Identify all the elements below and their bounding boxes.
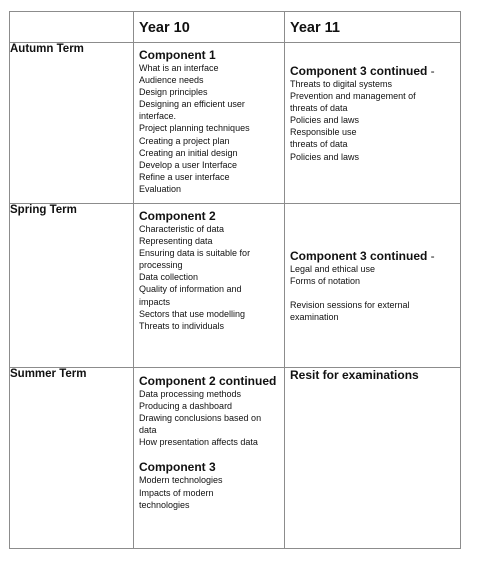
- topic-item: Design principles: [139, 87, 208, 98]
- component-title: Component 3 continued -: [290, 64, 435, 78]
- topic-item: technologies: [139, 499, 190, 510]
- spring-term-label: Spring Term: [10, 204, 134, 368]
- topic-list: [139, 474, 281, 510]
- topic-item: processing: [139, 260, 183, 271]
- component-title: Component 2: [139, 209, 216, 223]
- topic-item: Producing a dashboard: [139, 401, 233, 412]
- topic-item: Responsible use: [290, 127, 357, 138]
- resit-message: Resit for examinations: [290, 368, 419, 382]
- component-title: Component 3: [139, 460, 216, 475]
- component-title: Component 2 continued: [139, 374, 277, 388]
- topic-list: [290, 263, 457, 287]
- topic-item: Develop a user Interface: [139, 159, 238, 170]
- topic-item: Sectors that use modelling: [139, 308, 246, 319]
- topic-item: threats of data: [290, 139, 348, 150]
- topic-item: interface.: [139, 111, 177, 122]
- topic-item: Refine a user interface: [139, 171, 230, 182]
- topic-item: examination: [290, 312, 339, 323]
- topic-item: Creating an initial design: [139, 147, 238, 158]
- summer-year11-cell: [285, 368, 461, 549]
- topic-item: Creating a project plan: [139, 135, 230, 146]
- topic-list: [139, 388, 281, 448]
- autumn-row: [10, 43, 461, 204]
- topic-item: Prevention and management of: [290, 91, 416, 102]
- topic-list: [139, 223, 281, 332]
- topic-item: Revision sessions for external: [290, 300, 410, 311]
- topic-item: Drawing conclusions based on: [139, 413, 262, 424]
- topic-list: [290, 78, 457, 163]
- topic-item: threats of data: [290, 103, 348, 114]
- topic-item: Representing data: [139, 236, 213, 247]
- header-blank-cell: [10, 12, 134, 43]
- topic-item: impacts: [139, 296, 171, 307]
- summer-term-label: Summer Term: [10, 368, 134, 549]
- spring-row: [10, 204, 461, 368]
- topic-item: Project planning techniques: [139, 123, 250, 134]
- topic-item: Legal and ethical use: [290, 264, 376, 274]
- topic-item: Designing an efficient user: [139, 99, 245, 110]
- header-year11: Year 11: [285, 12, 461, 43]
- component-title: Component 1: [139, 48, 216, 62]
- curriculum-table: [9, 11, 461, 549]
- topic-item: Audience needs: [139, 75, 204, 86]
- topic-list: [139, 62, 281, 195]
- topic-item: Data processing methods: [139, 389, 242, 399]
- summer-row: [10, 368, 461, 549]
- topic-item: Evaluation: [139, 183, 182, 194]
- topic-item: Forms of notation: [290, 276, 361, 287]
- topic-item: Modern technologies: [139, 475, 223, 486]
- topic-item: Threats to digital systems: [290, 79, 393, 89]
- spring-year11-cell: [285, 204, 461, 368]
- autumn-year11-cell: [285, 43, 461, 204]
- topic-item: Characteristic of data: [139, 224, 225, 234]
- topic-item: Data collection: [139, 272, 199, 283]
- header-row: [10, 12, 461, 43]
- autumn-term-label: Autumn Term: [10, 43, 134, 204]
- topic-item: How presentation affects data: [139, 437, 258, 448]
- topic-item: Policies and laws: [290, 115, 360, 126]
- summer-year10-cell: [134, 368, 285, 549]
- component-title: Component 3 continued -: [290, 249, 435, 263]
- topic-item: What is an interface: [139, 63, 219, 73]
- revision-list: [290, 299, 457, 323]
- header-year10: Year 10: [134, 12, 285, 43]
- spring-year10-cell: [134, 204, 285, 368]
- topic-item: data: [139, 425, 157, 436]
- topic-item: Ensuring data is suitable for: [139, 248, 251, 259]
- topic-item: Quality of information and: [139, 284, 242, 295]
- topic-item: Threats to individuals: [139, 320, 225, 331]
- topic-item: Impacts of modern: [139, 487, 214, 498]
- autumn-year10-cell: [134, 43, 285, 204]
- topic-item: Policies and laws: [290, 151, 360, 162]
